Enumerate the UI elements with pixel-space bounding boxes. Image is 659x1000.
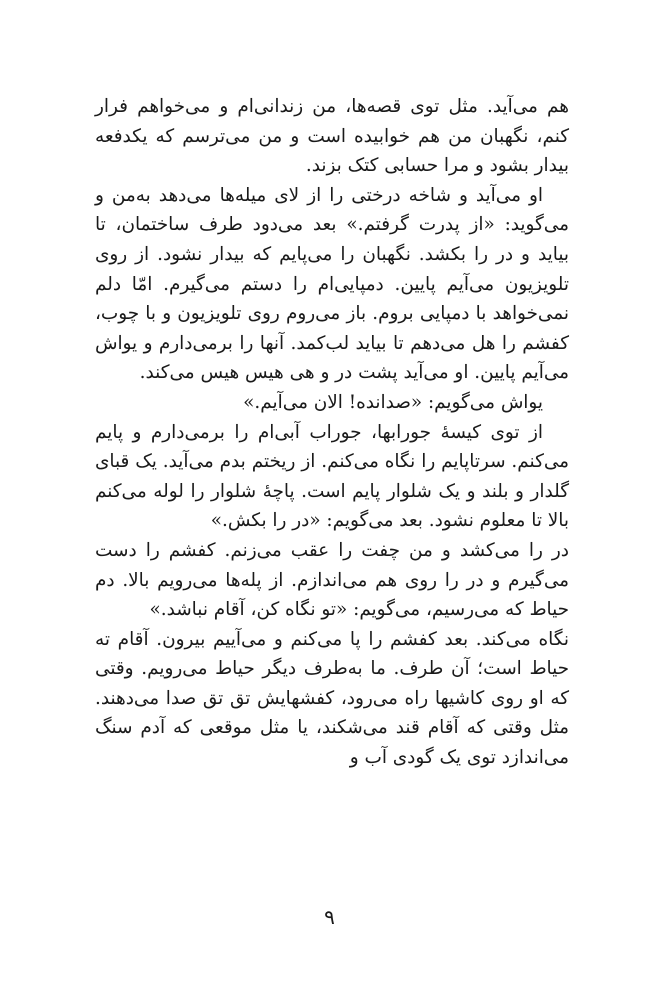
paragraph-4: از توی کیسهٔ جورابها، جوراب آبی‌ام را برمی‌دارم و پایم می‌کنم. سرتاپایم را نگاه می‌کنم. از ریختم بدم می‌آید. یک قبای گلدار و بلند و یک شلوار پایم است. پاچهٔ شلوار را لوله می‌کنم بالا تا معلوم نشود. بعد می‌گویم: «در را بکش.» [95,421,569,532]
paragraph-5: در را می‌کشد و من چفت را عقب می‌زنم. کفشم را دست می‌گیرم و در را روی هم می‌اندازم. از پله‌ها می‌رویم بالا. دم حیاط که می‌رسیم، می‌گویم: «تو نگاه کن، آقام نباشد.» [95,539,569,621]
paragraph-2: او می‌آید و شاخه درختی را از لای میله‌ها می‌دهد به‌من و می‌گوید: «از پدرت گرفتم.» بعد می‌دود طرف ساختمان، تا بیاید و در را بکشد. نگهبان را می‌پایم که بیدار نشود. از روی تلویزیون می‌آیم پایین. دمپایی‌ام را دستم می‌گیرم. امّا دلم نمی‌خواهد با دمپایی بروم. باز می‌روم روی تلویزیون و با چوب، کفشم را هل می‌دهم تا بیاید لب‌کمد. آنها را برمی‌دارم و یواش می‌آیم پایین. او می‌آید پشت در و هی هیس هیس می‌کند. [95,184,569,384]
paragraph-1: هم می‌آید. مثل توی قصه‌ها، من زندانی‌ام و می‌خواهم فرار کنم، نگهبان من هم خوابیده است و من می‌ترسم که یکدفعه بیدار بشود و مرا حسابی کتک بزند. [95,96,569,177]
paragraph-6: نگاه می‌کند. بعد کفشم را پا می‌کنم و می‌آییم بیرون. آقام ته حیاط است؛ آن طرف. ما به‌طرف دیگر حیاط می‌رویم. وقتی که او روی کاشیها راه می‌رود، کفشهایش تق تق صدا می‌دهند. مثل وقتی که آقام قند می‌شکند، یا مثل موقعی که آدم سنگ می‌اندازد توی یک گودی آب و [95,628,569,769]
paragraph-3: یواش می‌گویم: «صدانده! الان می‌آیم.» [243,391,543,413]
page-number: ۹ [324,905,335,929]
body-text [95,92,569,773]
